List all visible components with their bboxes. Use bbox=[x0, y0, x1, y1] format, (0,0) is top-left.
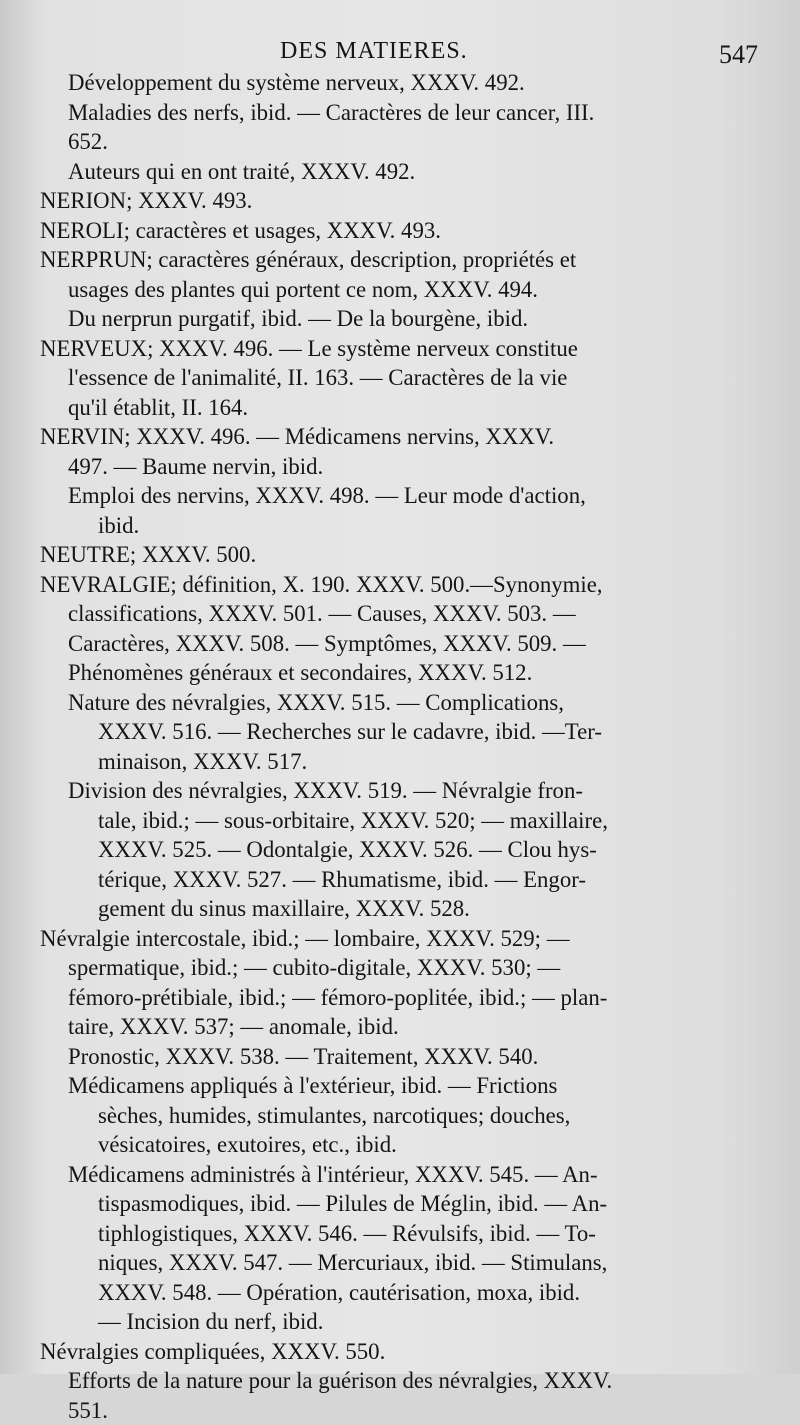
index-line: Phénomènes généraux et secondaires, XXXV. 512. bbox=[40, 658, 760, 688]
index-line: 652. bbox=[40, 127, 760, 157]
index-line: — Incision du nerf, ibid. bbox=[40, 1307, 760, 1337]
index-line: NERVIN; XXXV. 496. — Médicamens nervins, XXXV. bbox=[40, 422, 760, 452]
index-line: Névralgies compliquées, XXXV. 550. bbox=[40, 1337, 760, 1367]
index-line: Caractères, XXXV. 508. — Symptômes, XXXV. 509. — bbox=[40, 629, 760, 659]
index-line: NERION; XXXV. 493. bbox=[40, 186, 760, 216]
index-line: 497. — Baume nervin, ibid. bbox=[40, 452, 760, 482]
index-line: XXXV. 516. — Recherches sur le cadavre, ibid. —Ter- bbox=[40, 717, 760, 747]
index-line: XXXV. 548. — Opération, cautérisation, moxa, ibid. bbox=[40, 1278, 760, 1308]
index-line: tale, ibid.; — sous-orbitaire, XXXV. 520; — maxillaire, bbox=[40, 806, 760, 836]
index-line: Médicamens administrés à l'intérieur, XXXV. 545. — An- bbox=[40, 1160, 760, 1190]
index-line: qu'il établit, II. 164. bbox=[40, 393, 760, 423]
running-header bbox=[40, 28, 760, 68]
index-line: vésicatoires, exutoires, etc., ibid. bbox=[40, 1130, 760, 1160]
index-line: minaison, XXXV. 517. bbox=[40, 747, 760, 777]
index-line: térique, XXXV. 527. — Rhumatisme, ibid. — Engor- bbox=[40, 865, 760, 895]
index-line: Médicamens appliqués à l'extérieur, ibid. — Frictions bbox=[40, 1071, 760, 1101]
index-line: Efforts de la nature pour la guérison des névralgies, XXXV. bbox=[40, 1366, 760, 1396]
index-line: classifications, XXXV. 501. — Causes, XXXV. 503. — bbox=[40, 599, 760, 629]
index-entries bbox=[40, 68, 760, 1425]
index-line: NERVEUX; XXXV. 496. — Le système nerveux constitue bbox=[40, 334, 760, 364]
index-line: NERPRUN; caractères généraux, description, propriétés et bbox=[40, 245, 760, 275]
index-line: sèches, humides, stimulantes, narcotiques; douches, bbox=[40, 1101, 760, 1131]
index-line: l'essence de l'animalité, II. 163. — Caractères de la vie bbox=[40, 363, 760, 393]
index-line: tispasmodiques, ibid. — Pilules de Méglin, ibid. — An- bbox=[40, 1189, 760, 1219]
running-title: DES MATIERES. bbox=[280, 38, 468, 65]
index-line: Développement du système nerveux, XXXV. 492. bbox=[40, 68, 760, 98]
index-line: Pronostic, XXXV. 538. — Traitement, XXXV. 540. bbox=[40, 1042, 760, 1072]
index-line: Division des névralgies, XXXV. 519. — Névralgie fron- bbox=[40, 776, 760, 806]
index-line: fémoro-prétibiale, ibid.; — fémoro-poplitée, ibid.; — plan- bbox=[40, 983, 760, 1013]
index-line: NEROLI; caractères et usages, XXXV. 493. bbox=[40, 216, 760, 246]
index-line: taire, XXXV. 537; — anomale, ibid. bbox=[40, 1012, 760, 1042]
index-line: gement du sinus maxillaire, XXXV. 528. bbox=[40, 894, 760, 924]
index-line: Nature des névralgies, XXXV. 515. — Complications, bbox=[40, 688, 760, 718]
index-line: Du nerprun purgatif, ibid. — De la bourgène, ibid. bbox=[40, 304, 760, 334]
index-line: usages des plantes qui portent ce nom, XXXV. 494. bbox=[40, 275, 760, 305]
index-line: ibid. bbox=[40, 511, 760, 541]
index-line: Névralgie intercostale, ibid.; — lombaire, XXXV. 529; — bbox=[40, 924, 760, 954]
index-line: tiphlogistiques, XXXV. 546. — Révulsifs, ibid. — To- bbox=[40, 1219, 760, 1249]
page-number: 547 bbox=[719, 40, 758, 70]
index-line: Maladies des nerfs, ibid. — Caractères de leur cancer, III. bbox=[40, 98, 760, 128]
index-line: Emploi des nervins, XXXV. 498. — Leur mode d'action, bbox=[40, 481, 760, 511]
index-line: niques, XXXV. 547. — Mercuriaux, ibid. — Stimulans, bbox=[40, 1248, 760, 1278]
index-line: spermatique, ibid.; — cubito-digitale, XXXV. 530; — bbox=[40, 953, 760, 983]
index-line: 551. bbox=[40, 1396, 760, 1425]
index-line: XXXV. 525. — Odontalgie, XXXV. 526. — Clou hys- bbox=[40, 835, 760, 865]
index-line: NEUTRE; XXXV. 500. bbox=[40, 540, 760, 570]
index-line: Auteurs qui en ont traité, XXXV. 492. bbox=[40, 157, 760, 187]
index-line: NEVRALGIE; définition, X. 190. XXXV. 500.—Synonymie, bbox=[40, 570, 760, 600]
